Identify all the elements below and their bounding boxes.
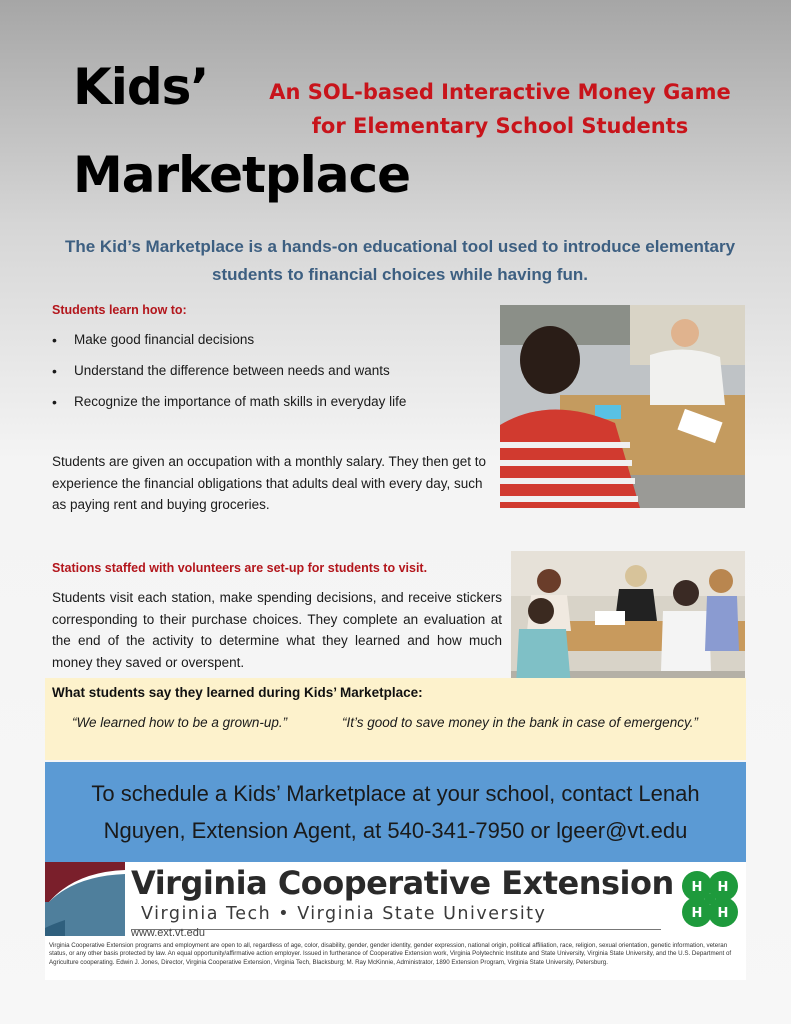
learn-heading: Students learn how to: [52, 303, 187, 317]
disclaimer-text: Virginia Cooperative Extension programs and employment are open to all, regardless of age, color, disability, gender, gender identity, gender expression, national origin, political affiliation, race, religion, sexual orientation, genetic information, veteran status, or any other basis protected by law. An equal opportunity/affirmative action employer. Issued in furtherance of Cooperative Extension work, Virginia Polytechnic Institute and State University, Virginia State University, and the U.S. Department of Agriculture cooperating. Edwin J. Jones, Director, Virginia Cooperative Extension, Virginia Tech, Blacksburg; M. Ray McKinnie, Administrator, 1890 Extension Program, Virginia State University, Petersburg. [49, 942, 732, 966]
learn-item: • Understand the difference between needs and wants [52, 361, 492, 392]
stations-paragraph: Students visit each station, make spending decisions, and receive stickers corresponding to their purchase choices. They complete an evaluation at the end of the activity to determine what they learned and how much money they saved or overspent. [52, 590, 502, 670]
vce-logo-mark [45, 862, 125, 936]
intro-text: The Kid’s Marketplace is a hands-on educational tool used to introduce elementary students to financial choices while having fun. [64, 237, 736, 284]
photo-student-volunteer [500, 305, 745, 508]
org-url-link[interactable]: www.ext.vt.edu [131, 927, 205, 939]
subtitle-line-1: An SOL-based Interactive Money Game [269, 80, 731, 104]
stations-heading: Stations staffed with volunteers are set-up for students to visit. [52, 561, 428, 575]
quote-heading: What students say they learned during Kids’ Marketplace: [52, 685, 423, 700]
org-name: Virginia Cooperative Extension [131, 864, 674, 902]
contact-banner [45, 762, 746, 862]
svg-text:H: H [717, 880, 729, 895]
occupation-paragraph: Students are given an occupation with a monthly salary. They then get to experience the financial obligations that adults deal with every day, such as paying rent and buying groceries. [52, 454, 487, 512]
svg-text:H: H [691, 880, 703, 895]
org-subtitle: Virginia Tech • Virginia State University [141, 904, 547, 924]
student-quote-1: “We learned how to be a grown-up.” [72, 715, 288, 730]
footer-divider [131, 929, 661, 930]
subtitle-line-2: for Elementary School Students [311, 114, 689, 138]
learn-item: • Make good financial decisions [52, 330, 492, 361]
footer-logo-block [45, 862, 746, 980]
student-quote-2: “It’s good to save money in the bank in case of emergency.” [342, 715, 698, 730]
svg-text:H: H [717, 906, 729, 921]
svg-text:H: H [691, 906, 703, 921]
learn-list [52, 330, 492, 423]
4h-clover-icon [677, 866, 743, 932]
contact-text: To schedule a Kids’ Marketplace at your school, contact Lenah Nguyen, Extension Agent, at 540-341-7950 or lgeer@vt.edu [91, 781, 700, 843]
title-line-2: Marketplace [73, 146, 411, 204]
learn-item: • Recognize the importance of math skills in everyday life [52, 392, 492, 423]
title-line-1: Kids’ [73, 58, 209, 116]
